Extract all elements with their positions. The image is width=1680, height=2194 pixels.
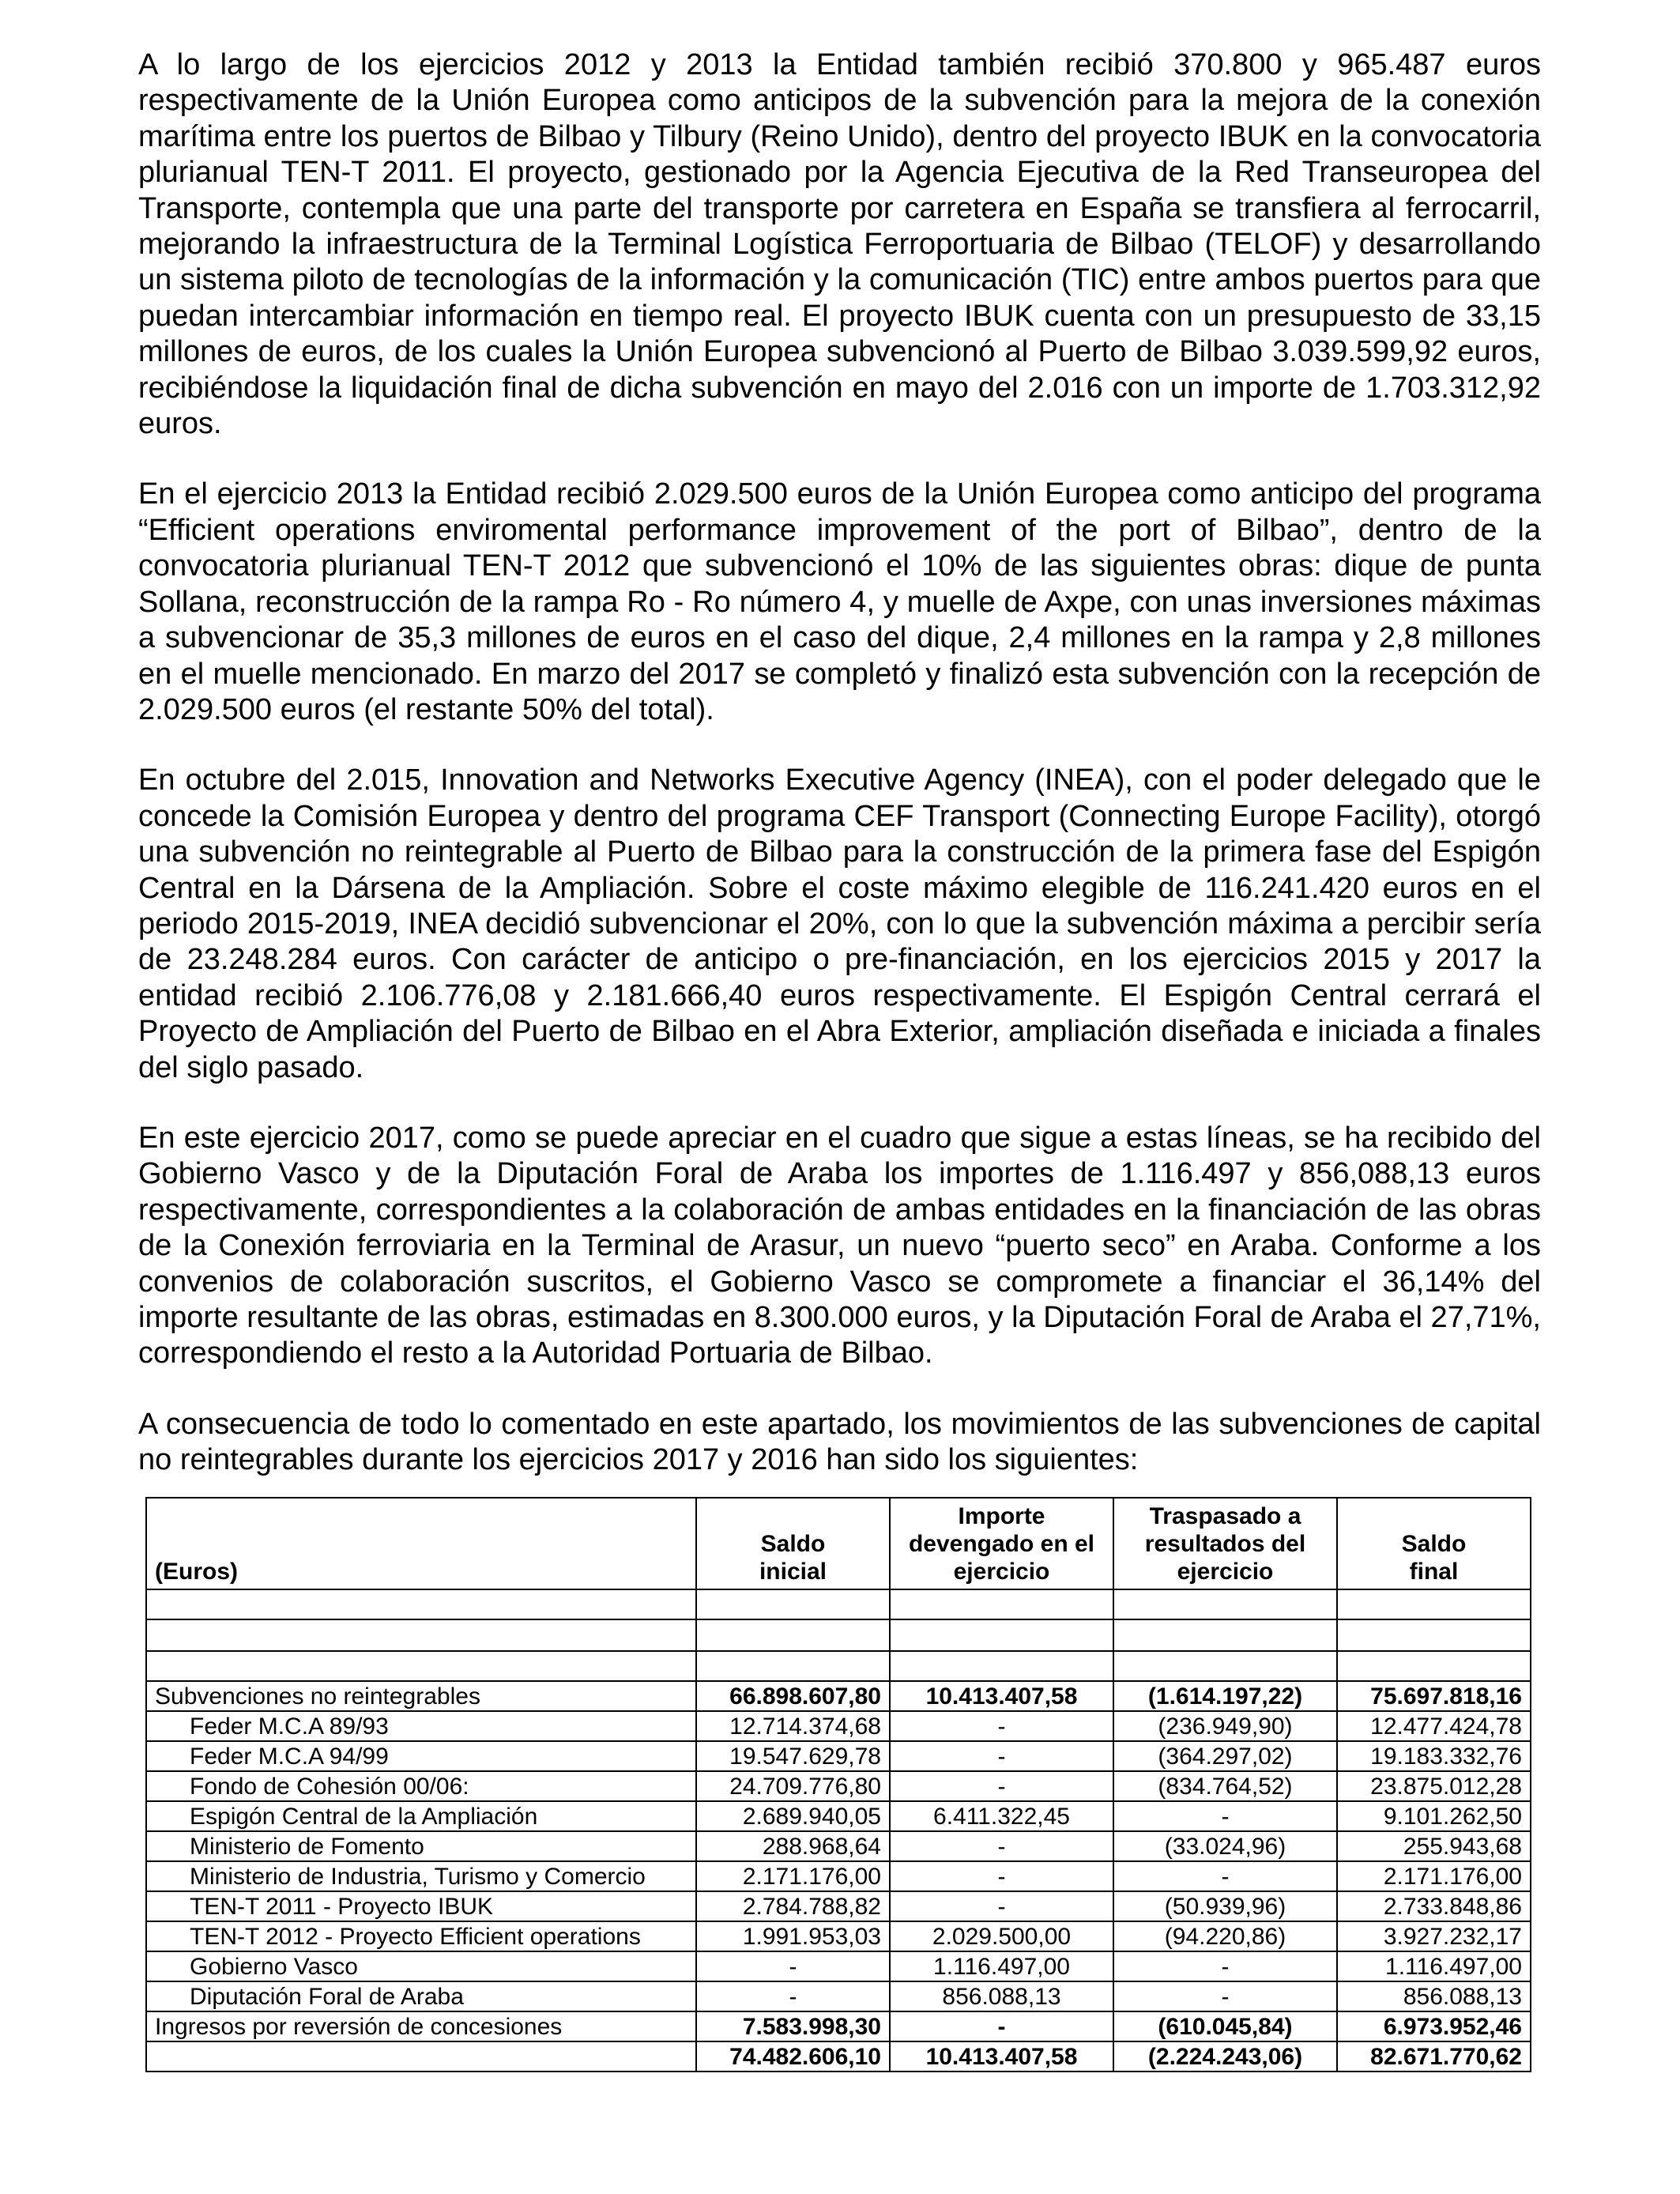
row-traspasado: - — [1113, 1951, 1337, 1981]
header-line: devengado en el — [908, 1531, 1095, 1557]
paragraph-inea: En octubre del 2.015, Innovation and Networks Executive Agency (INEA), con el poder delegado que le concede la Comisión Europea y dentro del programa CEF Transport (Connecting Europe Facility), otorgó una subvención no reintegrable al Puerto de Bilbao para la construcción de la primera fase del Espigón Central en la Dársena de la Ampliación. Sobre el coste máximo elegible de 116.241.420 euros en el periodo 2015-2019, INEA decidió subvencionar el 20%, con lo que la subvención máxima a percibir sería de 23.248.284 euros. Con carácter de anticipo o pre-financiación, en los ejercicios 2015 y 2017 la entidad recibió 2.106.776,08 y 2.181.666,40 euros respectivamente. El Espigón Central cerrará el Proyecto de Ampliación del Puerto de Bilbao en el Abra Exterior, ampliación diseñada e iniciada a finales del siglo pasado. — [138, 763, 1541, 1084]
table-row — [146, 1801, 1531, 1831]
row-saldo-inicial: 288.968,64 — [696, 1831, 890, 1861]
row-traspasado: (94.220,86) — [1113, 1921, 1337, 1951]
row-saldo-final: 6.973.952,46 — [1337, 2011, 1531, 2041]
row-importe-devengado: - — [890, 1831, 1113, 1861]
header-line: Traspasado a — [1149, 1503, 1301, 1529]
subsidies-table — [145, 1497, 1531, 2072]
row-concept: Ministerio de Fomento — [146, 1831, 696, 1861]
row-concept: TEN-T 2011 - Proyecto IBUK — [146, 1891, 696, 1921]
row-concept: Espigón Central de la Ampliación — [146, 1801, 696, 1831]
table-row — [146, 1981, 1531, 2011]
row-importe-devengado: - — [890, 1771, 1113, 1801]
header-traspasado — [1113, 1498, 1337, 1589]
row-traspasado: (364.297,02) — [1113, 1741, 1337, 1771]
paragraph-ibuk: A lo largo de los ejercicios 2012 y 2013 la Entidad también recibió 370.800 y 965.487 euros respectivamente de la Unión Europea como anticipos de la subvención para la mejora de la conexión marítima entre los puertos de Bilbao y Tilbury (Reino Unido), dentro del proyecto IBUK en la convocatoria plurianual TEN-T 2011. El proyecto, gestionado por la Agencia Ejecutiva de la Red Transeuropea del Transporte, contempla que una parte del transporte por carretera en España se transfiera al ferrocarril, mejorando la infraestructura de la Terminal Logística Ferroportuaria de Bilbao (TELOF) y desarrollando un sistema piloto de tecnologías de la información y la comunicación (TIC) entre ambos puertos para que puedan intercambiar información en tiempo real. El proyecto IBUK cuenta con un presupuesto de 33,15 millones de euros, de los cuales la Unión Europea subvencionó al Puerto de Bilbao 3.039.599,92 euros, recibiéndose la liquidación final de dicha subvención en mayo del 2.016 con un importe de 1.703.312,92 euros. — [138, 48, 1541, 441]
row-concept: Diputación Foral de Araba — [146, 1981, 696, 2011]
row-concept — [146, 2041, 696, 2071]
row-concept: Feder M.C.A 89/93 — [146, 1711, 696, 1741]
table-row — [146, 2041, 1531, 2071]
row-traspasado: (2.224.243,06) — [1113, 2041, 1337, 2071]
row-importe-devengado: - — [890, 1861, 1113, 1891]
header-line: ejercicio — [953, 1559, 1050, 1585]
document-body — [138, 47, 1541, 1514]
row-saldo-final: 856.088,13 — [1337, 1981, 1531, 2011]
row-importe-devengado: 856.088,13 — [890, 1981, 1113, 2011]
row-saldo-final: 82.671.770,62 — [1337, 2041, 1531, 2071]
row-saldo-final: 1.116.497,00 — [1337, 1951, 1531, 1981]
year-label — [146, 1619, 696, 1651]
paragraph-arasur: En este ejercicio 2017, como se puede apreciar en el cuadro que sigue a estas líneas, se ha recibido del Gobierno Vasco y de la Diputación Foral de Araba los importes de 1.116.497 y 856,088,13 euros respectivamente, correspondientes a la colaboración de ambas entidades en la financiación de las obras de la Conexión ferroviaria en la Terminal de Arasur, un nuevo “puerto seco” en Araba. Conforme a los convenios de colaboración suscritos, el Gobierno Vasco se compromete a financiar el 36,14% del importe resultante de las obras, estimadas en 8.300.000 euros, y la Diputación Foral de Araba el 27,71%, correspondiendo el resto a la Autoridad Portuaria de Bilbao. — [138, 1121, 1541, 1370]
row-importe-devengado: 10.413.407,58 — [890, 2041, 1113, 2071]
row-traspasado: (50.939,96) — [1113, 1891, 1337, 1921]
header-saldo-final — [1337, 1498, 1531, 1589]
row-concept: Subvenciones no reintegrables — [146, 1681, 696, 1711]
row-saldo-inicial: 24.709.776,80 — [696, 1771, 890, 1801]
table-header-row — [146, 1498, 1531, 1589]
year-row — [146, 1619, 1531, 1651]
row-concept: Ingresos por reversión de concesiones — [146, 2011, 696, 2041]
row-importe-devengado: 10.413.407,58 — [890, 1681, 1113, 1711]
row-traspasado: (33.024,96) — [1113, 1831, 1337, 1861]
header-line: inicial — [759, 1559, 827, 1585]
row-concept: Ministerio de Industria, Turismo y Comercio — [146, 1861, 696, 1891]
table-row — [146, 2011, 1531, 2041]
header-line: Saldo — [760, 1531, 826, 1557]
row-saldo-inicial: - — [696, 1981, 890, 2011]
row-saldo-inicial: - — [696, 1951, 890, 1981]
row-saldo-inicial: 66.898.607,80 — [696, 1681, 890, 1711]
header-line: final — [1409, 1559, 1459, 1585]
row-importe-devengado: - — [890, 1891, 1113, 1921]
row-saldo-inicial: 7.583.998,30 — [696, 2011, 890, 2041]
row-saldo-inicial: 1.991.953,03 — [696, 1921, 890, 1951]
row-saldo-final: 2.171.176,00 — [1337, 1861, 1531, 1891]
row-importe-devengado: 1.116.497,00 — [890, 1951, 1113, 1981]
row-saldo-inicial: 19.547.629,78 — [696, 1741, 890, 1771]
row-saldo-final: 23.875.012,28 — [1337, 1771, 1531, 1801]
table-row — [146, 1951, 1531, 1981]
row-importe-devengado: - — [890, 1741, 1113, 1771]
row-saldo-final: 255.943,68 — [1337, 1831, 1531, 1861]
row-importe-devengado: 2.029.500,00 — [890, 1921, 1113, 1951]
row-saldo-inicial: 2.784.788,82 — [696, 1891, 890, 1921]
row-concept: TEN-T 2012 - Proyecto Efficient operations — [146, 1921, 696, 1951]
row-concept: Gobierno Vasco — [146, 1951, 696, 1981]
paragraph-efficient-operations: En el ejercicio 2013 la Entidad recibió 2.029.500 euros de la Unión Europea como anticipo del programa “Efficient operations enviromental performance improvement of the port of Bilbao”, dentro de la convocatoria plurianual TEN-T 2012 que subvencionó el 10% de las siguientes obras: dique de punta Sollana, reconstrucción de la rampa Ro - Ro número 4, y muelle de Axpe, con unas inversiones máximas a subvencionar de 35,3 millones de euros en el caso del dique, 2,4 millones en la rampa y 2,8 millones en el muelle mencionado. En marzo del 2017 se completó y finalizó esta subvención con la recepción de 2.029.500 euros (el restante 50% del total). — [138, 477, 1541, 726]
row-traspasado: - — [1113, 1801, 1337, 1831]
header-unit — [146, 1498, 696, 1589]
row-importe-devengado: - — [890, 1711, 1113, 1741]
row-traspasado: - — [1113, 1861, 1337, 1891]
table-row — [146, 1771, 1531, 1801]
row-concept: Fondo de Cohesión 00/06: — [146, 1771, 696, 1801]
row-saldo-final: 3.927.232,17 — [1337, 1921, 1531, 1951]
header-importe-devengado — [890, 1498, 1113, 1589]
table-row — [146, 1921, 1531, 1951]
paragraph-table-intro: A consecuencia de todo lo comentado en este apartado, los movimientos de las subvenciones de capital no reintegrables durante los ejercicios 2017 y 2016 han sido los siguientes: — [138, 1407, 1541, 1477]
row-traspasado: (610.045,84) — [1113, 2011, 1337, 2041]
header-line: Importe — [958, 1503, 1045, 1529]
row-traspasado: - — [1113, 1981, 1337, 2011]
row-traspasado: (834.764,52) — [1113, 1771, 1337, 1801]
row-saldo-final: 2.733.848,86 — [1337, 1891, 1531, 1921]
header-line: Saldo — [1401, 1531, 1467, 1557]
row-saldo-final: 19.183.332,76 — [1337, 1741, 1531, 1771]
row-saldo-final: 12.477.424,78 — [1337, 1711, 1531, 1741]
header-line: ejercicio — [1177, 1559, 1274, 1585]
row-saldo-final: 9.101.262,50 — [1337, 1801, 1531, 1831]
row-saldo-inicial: 2.689.940,05 — [696, 1801, 890, 1831]
row-importe-devengado: - — [890, 2011, 1113, 2041]
row-saldo-inicial: 2.171.176,00 — [696, 1861, 890, 1891]
row-importe-devengado: 6.411.322,45 — [890, 1801, 1113, 1831]
row-traspasado: (1.614.197,22) — [1113, 1681, 1337, 1711]
row-saldo-final: 75.697.818,16 — [1337, 1681, 1531, 1711]
row-traspasado: (236.949,90) — [1113, 1711, 1337, 1741]
row-saldo-inicial: 74.482.606,10 — [696, 2041, 890, 2071]
spacer-row — [146, 1589, 1531, 1619]
table-row — [146, 1711, 1531, 1741]
table-row — [146, 1831, 1531, 1861]
header-line: resultados del — [1144, 1531, 1306, 1557]
row-saldo-inicial: 12.714.374,68 — [696, 1711, 890, 1741]
table-row — [146, 1891, 1531, 1921]
table-row — [146, 1741, 1531, 1771]
table-row — [146, 1681, 1531, 1711]
spacer-row — [146, 1651, 1531, 1681]
header-saldo-inicial — [696, 1498, 890, 1589]
header-unit-label: (Euros) — [155, 1559, 238, 1585]
table-row — [146, 1861, 1531, 1891]
row-concept: Feder M.C.A 94/99 — [146, 1741, 696, 1771]
